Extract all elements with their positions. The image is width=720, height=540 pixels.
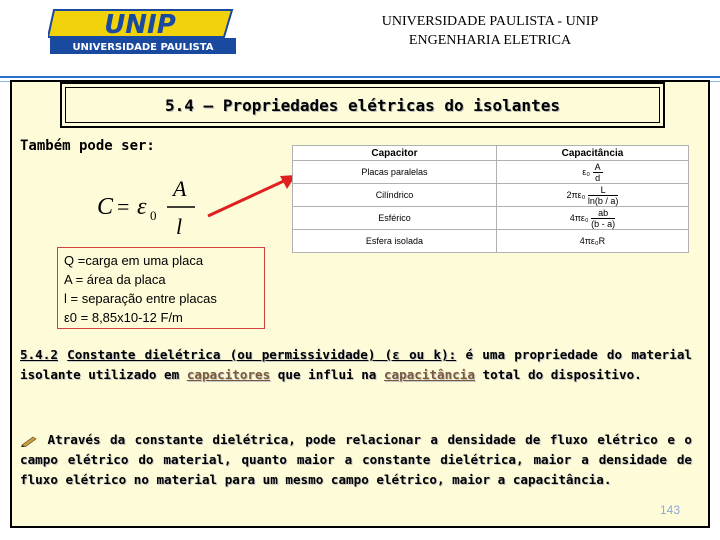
formula-sub: 0 (150, 208, 157, 223)
header (270, 12, 710, 50)
formula-c: C (97, 194, 114, 220)
table-row (293, 230, 689, 253)
flux-density-text: Através da constante dielétrica, pode relacionar a densidade de fluxo elétrico e o campo elétrico do material, quanto maior a constante dielétrica, maior a densidade de fluxo elétrico no material para um mesmo campo elétrico, maior a capacitância. (20, 432, 692, 487)
logo-brand: UNIP (104, 10, 176, 40)
flux-density-paragraph (20, 430, 692, 490)
dielectric-term: Constante dielétrica (ou permissividade) (ε ou k): (67, 347, 457, 362)
header-capacitance: Capacitância (496, 146, 688, 161)
geometry-cell: Cilíndrico (293, 184, 497, 207)
formula-numerator: A (173, 176, 187, 201)
capacitancia-link[interactable]: capacitância (383, 367, 475, 382)
formula-equals: = (117, 194, 130, 219)
formula-denominator: l (176, 214, 183, 239)
header-course: ENGENHARIA ELETRICA (408, 33, 572, 48)
unip-logo (48, 8, 238, 56)
title-box (60, 82, 665, 128)
def-eps: ε0 = 8,85x10-12 F/m (64, 310, 183, 325)
logo-tagline: UNIVERSIDADE PAULISTA (72, 42, 214, 53)
section-number: 5.4.2 (20, 347, 58, 362)
table-row (293, 207, 689, 230)
def-a: A = área da placa (64, 272, 166, 287)
capacitance-cell: 2πε₀ $\frac{L}{\ln(b / a)}$ (496, 184, 688, 207)
capacitance-cell: 4πε₀R (496, 230, 688, 253)
pencil-icon (20, 435, 38, 447)
slide-title: 5.4 – Propriedades elétricas do isolantes (165, 95, 560, 115)
capacitance-table (292, 145, 689, 253)
def-l: l = separação entre placas (64, 291, 217, 306)
table-row (293, 161, 689, 184)
header-capacitor: Capacitor (293, 146, 497, 161)
capacitance-cell: 4πε₀ $\frac{ab}{(b - a)}$ (496, 207, 688, 230)
table-row (293, 184, 689, 207)
header-divider (0, 76, 720, 78)
geometry-cell: Esférico (293, 207, 497, 230)
table-header-row (293, 146, 689, 161)
geometry-cell: Esfera isolada (293, 230, 497, 253)
capacitance-cell: ε₀ $\frac{A}{d}$ (496, 161, 688, 184)
capacitance-formula (95, 172, 205, 242)
formula-epsilon: ε (137, 194, 147, 220)
definitions-box (57, 247, 265, 329)
capacitores-link[interactable]: capacitores (186, 367, 271, 382)
def-q: Q =carga em uma placa (64, 253, 204, 268)
header-university: UNIVERSIDADE PAULISTA - UNIP (381, 14, 599, 29)
subheading: Também pode ser: (20, 138, 155, 154)
pointer-arrow-icon (200, 168, 300, 228)
geometry-cell: Placas paralelas (293, 161, 497, 184)
page-number: 143 (660, 503, 681, 517)
dielectric-constant-paragraph: 5.4.2 Constante dielétrica (ou permissividade) (ε ou k): é uma propriedade do material isolante utilizado em capacitores que influi na capacitância total do dispositivo. (20, 347, 692, 382)
